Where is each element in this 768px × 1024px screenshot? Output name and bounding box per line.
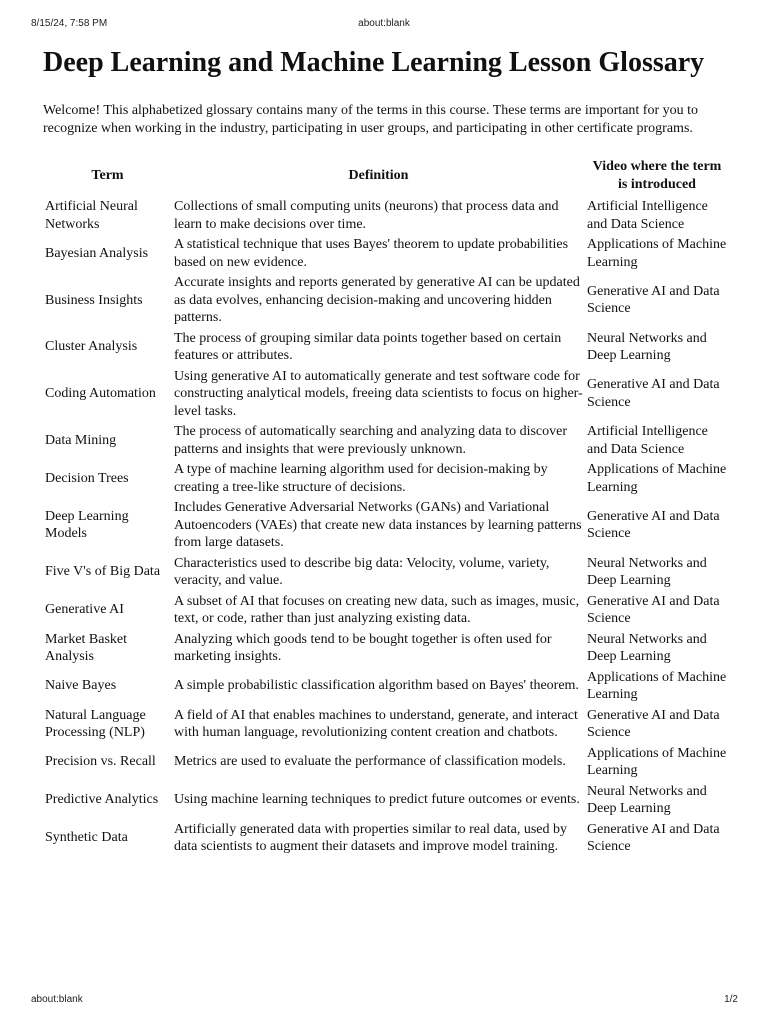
term-cell: Predictive Analytics [45,792,159,808]
table-row [43,706,729,744]
definition-cell: Analyzing which goods tend to be bought together is often used for marketing insights. [174,631,552,664]
document-body [43,46,727,858]
table-row [43,668,729,706]
definition-cell: The process of automatically searching and analyzing data to discover patterns and insights that were previously unknown. [174,424,568,457]
header-definition: Definition [348,167,409,183]
table-row [43,744,729,782]
video-cell: Generative AI and Data Science [587,707,720,740]
term-cell: Decision Trees [45,470,129,486]
term-cell: Generative AI [45,602,124,618]
term-cell: Naive Bayes [45,678,117,694]
video-cell: Generative AI and Data Science [587,377,720,410]
definition-cell: The process of grouping similar data points together based on certain features or attributes. [174,330,562,363]
definition-cell: Using generative AI to automatically generate and test software code for constructing analytical models, freeing data scientists to focus on higher-level tasks. [174,368,583,419]
print-header [0,18,768,32]
table-row [43,273,729,329]
table-row [43,367,729,423]
table-header-row [43,156,729,197]
term-cell: Cluster Analysis [45,339,138,355]
definition-cell: Accurate insights and reports generated by generative AI can be updated as data evolves, enhancing decision-making and uncovering hidden patterns. [174,275,580,325]
term-cell: Synthetic Data [45,830,128,846]
table-row [43,782,729,820]
table-row [43,592,729,630]
video-cell: Neural Networks and Deep Learning [587,330,707,363]
intro-paragraph: Welcome! This alphabetized glossary contains many of the terms in this course. These terms are important for you to recognize when working in the industry, participating in user groups, and participating in other certificate programs. [43,103,699,136]
page-title: Deep Learning and Machine Learning Lesson Glossary [43,47,705,78]
definition-cell: A simple probabilistic classification algorithm based on Bayes' theorem. [174,678,579,694]
term-cell: Precision vs. Recall [45,754,156,770]
table-row [43,329,729,367]
definition-cell: Characteristics used to describe big data: Velocity, volume, variety, veracity, and value. [174,555,550,588]
video-cell: Artificial Intelligence and Data Science [587,199,708,232]
page-number: 1/2 [724,994,738,1005]
video-cell: Applications of Machine Learning [587,462,727,495]
term-cell: Business Insights [45,292,143,308]
table-row [43,498,729,554]
video-cell: Generative AI and Data Science [587,593,720,626]
table-row [43,630,729,668]
header-video: Video where the term is introduced [592,159,722,192]
definition-cell: Collections of small computing units (neurons) that process data and learn to make decisions over time. [174,199,559,232]
term-cell: Five V's of Big Data [45,564,161,580]
term-cell: Coding Automation [45,386,156,401]
print-footer [0,994,768,1008]
video-cell: Neural Networks and Deep Learning [587,783,707,816]
footer-url: about:blank [31,994,83,1005]
table-row [43,422,729,460]
print-date: 8/15/24, 7:58 PM [31,18,108,29]
video-cell: Generative AI and Data Science [587,508,720,542]
video-cell: Applications of Machine Learning [587,237,727,270]
definition-cell: A statistical technique that uses Bayes' theorem to update probabilities based on new evidence. [174,237,569,270]
video-cell: Neural Networks and Deep Learning [587,631,707,664]
video-cell: Generative AI and Data Science [587,821,720,854]
definition-cell: Includes Generative Adversarial Networks (GANs) and Variational Autoencoders (VAEs) that create new data instances by learning patterns from large datasets. [174,500,582,550]
video-cell: Generative AI and Data Science [587,283,720,317]
video-cell: Neural Networks and Deep Learning [587,555,707,588]
table-row [43,820,729,858]
term-cell: Deep Learning Models [45,508,129,542]
definition-cell: A type of machine learning algorithm used for decision-making by creating a tree-like structure of decisions. [174,462,548,495]
term-cell: Data Mining [45,432,117,448]
term-cell: Market Basket Analysis [45,631,128,664]
table-row [43,235,729,273]
header-term: Term [91,167,124,183]
table-row [43,197,729,235]
term-cell: Artificial Neural Networks [45,199,138,232]
definition-cell: A field of AI that enables machines to understand, generate, and interact with human language, revolutionizing content creation and chatbots. [174,707,578,740]
definition-cell: Artificially generated data with properties similar to real data, used by data scientists to augment their datasets and improve model training. [174,821,568,854]
term-cell: Natural Language Processing (NLP) [45,707,146,740]
definition-cell: Using machine learning techniques to predict future outcomes or events. [174,792,580,808]
definition-cell: Metrics are used to evaluate the performance of classification models. [174,754,566,770]
table-row [43,554,729,592]
video-cell: Applications of Machine Learning [587,669,727,702]
print-url: about:blank [358,18,410,29]
definition-cell: A subset of AI that focuses on creating new data, such as images, music, text, or code, rather than just analyzing existing data. [174,593,580,626]
glossary-body [43,197,729,858]
video-cell: Artificial Intelligence and Data Science [587,424,708,457]
video-cell: Applications of Machine Learning [587,745,727,778]
glossary-table [43,156,729,858]
term-cell: Bayesian Analysis [45,245,149,261]
table-row [43,460,729,498]
